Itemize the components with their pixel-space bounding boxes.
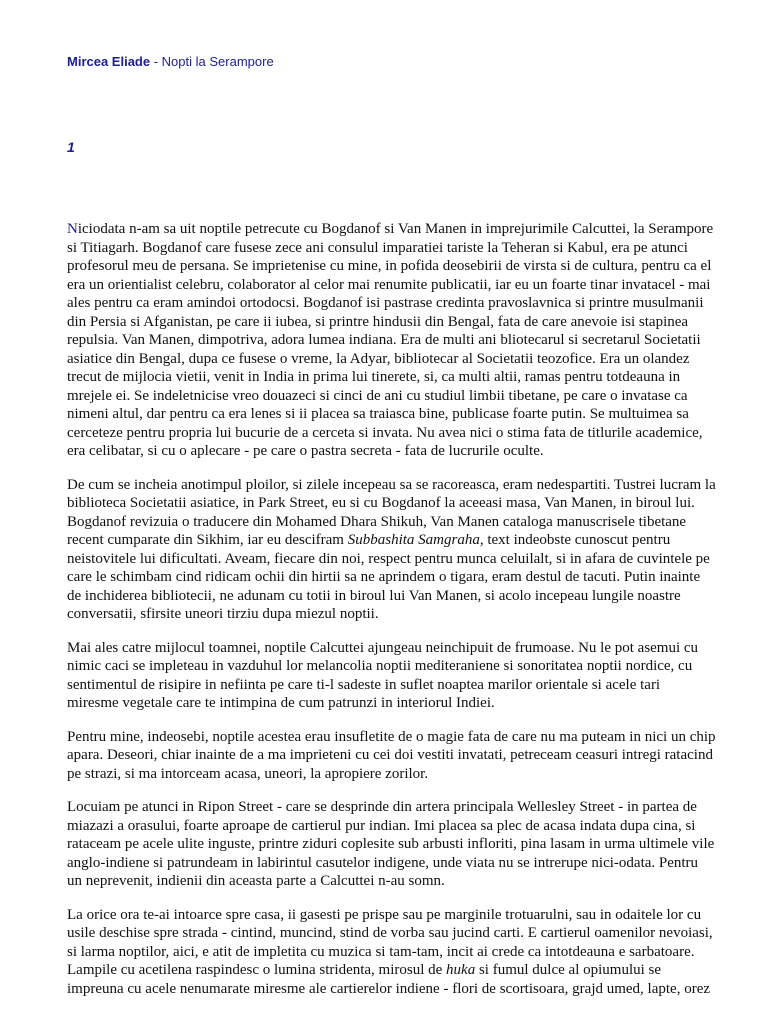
text-line: de inchiderea bibliotecii, ne adunam cu totii in biroul lui Van Manen, si acolo incepeau lungile noastre: [67, 587, 681, 604]
text-line: mrejele ei. Se indeletnicise vreo douazeci si cinci de ani cu studiul limbii tibetane, pe care o invatase ca: [67, 387, 688, 404]
text-line: neistovitele lui dificultati. Aveam, fiecare din noi, respect pentru munca celuilalt, si in afara de cuvintele pe: [67, 550, 710, 567]
text-line: Pentru mine, indeosebi, noptile acestea erau insufletite de o magie fata de care nu ma puteam in nici un chip: [67, 728, 716, 745]
paragraph: [67, 220, 739, 461]
paragraph: [67, 476, 739, 624]
text-line: Locuiam pe atunci in Ripon Street - care se desprinde din artera principala Wellesley Street - in partea de: [67, 799, 697, 815]
text-line: miazazi a orasului, foarte aproape de cartierul pur indian. Imi placea sa plec de acasa indata dupa cina, si: [67, 817, 696, 834]
paragraph: [67, 728, 739, 784]
text-line: usile deschise spre strada - cintind, muncind, stind de vorba sau jucind carti. E cartierul oamenilor nevoiasi,: [67, 925, 713, 941]
page-header: [67, 54, 274, 69]
author-name: Mircea Eliade: [67, 54, 151, 69]
text-line: apara. Deseori, chiar inainte de a ma imprieteni cu cei doi vestiti invatati, petreceam ceasuri intregi ratacind: [67, 747, 713, 763]
italic-term: Subbashita Samgraha: [347, 532, 480, 548]
text-line: De cum se incheia anotimpul ploilor, si zilele incepeau sa se racoreasca, eram nedespartiti. Tustrei lucram la: [67, 476, 716, 493]
text-line: din Persia si Afganistan, pe care ii iubea, si printre hindusii din Bengal, fata de care anevoie isi stapinea: [67, 313, 689, 330]
text-line: La orice ora te-ai intoarce spre casa, ii gasesti pe prispe sau pe marginile trotuarulni, sau in odaitele lor cu: [67, 906, 702, 923]
drop-cap: N: [67, 221, 78, 237]
text-line: un neprevenit, indienii din aceasta parte a Calcuttei n-au somn.: [67, 873, 445, 889]
text-line: miresme vegetale care te intimpina de cum patrunzi in interiorul Indiei.: [67, 695, 495, 711]
text-line: profesorul meu de persana. Se imprietenise cu mine, in pofida deosebirii de virsta si de cultura, pentru ca el: [67, 258, 712, 274]
text-line: anglo-indiene si patrundeam in labirintul casutelor indigene, unde viata nu se intrerupe nici-odata. Pentru: [67, 854, 699, 871]
text-line: Bogdanof revizuia o traducere din Mohamed Dhara Shikuh, Van Manen cataloga manuscrisele tibetane: [67, 513, 687, 530]
paragraph: [67, 639, 739, 713]
text-line: sentimentul de risipire in nefiinta pe care ti-l sadeste in suflet noaptea marilor orientale si acele tari: [67, 676, 661, 693]
text-line: trecut de mijlocia vietii, venit in India in prima lui tinerete, si, ca multi altii, ramas pentru totdeauna in: [67, 369, 681, 385]
header-separator: -: [150, 54, 162, 69]
paragraph: [67, 798, 739, 891]
book-title: Nopti la Serampore: [161, 54, 274, 69]
text-line: care le schimbam cind ridicam ochii din hirtii sa ne aprindem o tigara, eram destul de tacuti. Putin inainte: [67, 569, 701, 585]
text-line: impreuna cu acele nenumarate miresme ale cartierelor indiene - flori de scortisoara, grajd umed, lapte, orez: [67, 980, 711, 997]
text-line: pe strazi, si ma intorceam acasa, uneori, la apropiere zorilor.: [67, 765, 429, 782]
text-line: cerceteze pentru propria lui bucurie de a cerceta si invata. Nu avea nici o stima fata de titlurile academice,: [67, 424, 703, 441]
text-line: Lampile cu acetilena raspindesc o lumina stridenta, mirosul de huka si fumul dulce al opiumului se: [67, 962, 662, 978]
text-line: nimic caci se impleteau in vazduhul lor melancolia noptii mediteraniene si sonoritatea noptii nordice, cu: [67, 658, 693, 674]
text-line: recent cumparate din Sikhim, iar eu descifram Subbashita Samgraha, text indeobste cunoscut pentru: [67, 532, 671, 548]
text-line: Mai ales catre mijlocul toamnei, noptile Calcuttei ajungeau neinchipuit de frumoase. Nu le pot asemui cu: [67, 639, 699, 656]
chapter-body: [67, 220, 739, 1013]
text-line: era un orientialist celebru, colaborator al celor mai renumite publicatii, iar eu un foarte tinar invatacel - mai: [67, 276, 711, 293]
italic-term: huka: [446, 962, 476, 978]
text-line: [67, 220, 739, 239]
text-line-content: iciodata n-am sa uit noptile petrecute cu Bogdanof si Van Manen in imprejurimile Calcuttei, la Serampore: [77, 221, 714, 237]
text-line: repulsia. Van Manen, dimpotriva, adora lumea indiana. Era de multi ani bliotecarul si secretarul Societatii: [67, 332, 701, 348]
paragraph: [67, 906, 739, 999]
text-line: conversatii, sfirsite uneori tirziu dupa miezul noptii.: [67, 606, 379, 622]
text-line: rataceam pe acele ulite inguste, printre ziduri coplesite sub arbusti infloriti, pina lasam in urma ultimele vile: [67, 836, 715, 852]
text-line: biblioteca Societatii asiatice, in Park Street, eu si cu Bogdanof la aceeasi masa, Van Manen, in biroul lui.: [67, 495, 695, 511]
text-line: ales pentru ca eram amindoi ortodocsi. Bogdanof isi pastrase credinta pravoslavnica si printre musulmanii: [67, 295, 704, 311]
chapter-number: 1: [67, 139, 75, 155]
text-line: era celibatar, si cu o aplecare - pe care o pastra secreta - fata de lucrurile oculte.: [67, 443, 544, 459]
text-line: si larma noptilor, aici, e atit de impletita cu muzica si tam-tam, incit ai crede ca intotdeauna e sarbatoare.: [67, 943, 695, 960]
text-line: asiatice din Bengal, dupa ce fusese o vreme, la Adyar, bibliotecar al Societatii teozofice. Era un olandez: [67, 350, 690, 367]
text-line: si Titiagarh. Bogdanof care fusese zece ani consulul imparatiei tariste la Teheran si Kabul, era pe atunci: [67, 239, 688, 256]
text-line: nimeni altul, dar pentru ca era lenes si ii placea sa traiasca bine, publicase foarte putin. Se multuimea sa: [67, 406, 689, 422]
